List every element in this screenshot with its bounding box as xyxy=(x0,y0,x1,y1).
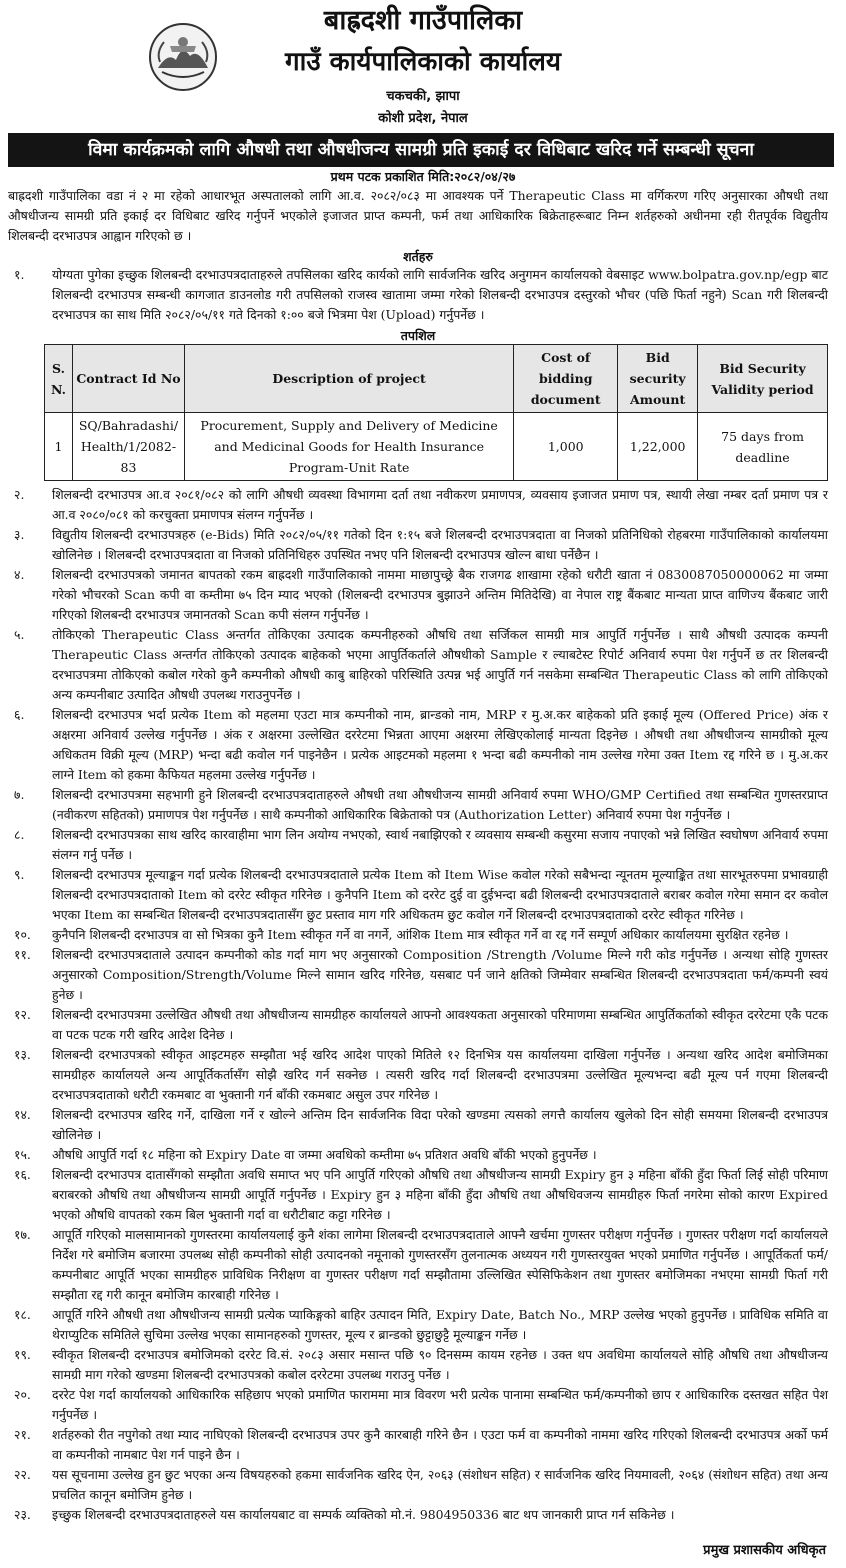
condition-number: २२. xyxy=(14,1467,31,1482)
condition-item xyxy=(8,1465,828,1505)
condition-number: ४. xyxy=(14,567,25,582)
condition-number: २. xyxy=(14,487,25,502)
header-validity: Bid Security Validity period xyxy=(698,345,828,413)
province-name: कोशी प्रदेश, नेपाल xyxy=(378,111,468,126)
condition-number: ९. xyxy=(14,867,25,882)
condition-number: २०. xyxy=(14,1387,31,1402)
condition-number: ३. xyxy=(14,527,25,542)
header-description: Description of project xyxy=(184,345,513,413)
cell-sn: 1 xyxy=(45,413,73,481)
condition-number: १. xyxy=(14,267,25,282)
condition-text: शिलबन्दी दरभाउपत्रको जमानत बापतको रकम बाह्रदशी गाउँपालिकाको नाममा माछापुच्छ्रे बैक राजगढ शाखामा रहेको धरौटी खाता नं 0830087050000062 मा जम्मा गरेको भौचरको Scan कपी वा कम्तीमा ७५ दिन म्याद भएको (शिलबन्दी दरभाउपत्र बुझाउने अन्तिम मितिदेखि) वा नेपाल राष्ट्र बैंकबाट मान्यता प्राप्त वाणिज्य बैंकबाट जारी गरिएको शिलबन्दी दरभाउपत्र जमानतको Scan कपी संलग्न गर्नुपर्नेछ । xyxy=(52,567,828,622)
condition-number: ५. xyxy=(14,627,25,642)
condition-text: शिलबन्दी दरभाउपत्रदाताले उत्पादन कम्पनीको कोड गर्दा माग भए अनुसारको Composition /Strength /Volume मिल्ने गरी कोड गर्नुपर्नेछ । अन्यथा सोहि गुणस्तर अनुसारको Composition/Strength/Volume मिल्ने सामान खरिद गरिनेछ, यसबाट पर्न जाने क्षतिको जिम्मेवार सम्बन्धित शिलबन्दी दरभाउपत्रदाता फर्म/कम्पनी स्वयं हुनेछ । xyxy=(52,947,828,1002)
condition-text: शिलबन्दी दरभाउपत्र भर्दा प्रत्येक Item को महलमा एउटा मात्र कम्पनीको नाम, ब्रान्डको नाम, MRP र मु.अ.कर बाहेकको प्रति इकाई मूल्य (Offered Price) अंक र अक्षरमा अनिवार्य उल्लेख गर्नुपर्नेछ । अंक र अक्षरमा उल्लेखित दररेटमा भिन्नता आएमा अक्षरमा लेखिएकोलाई मान्यता दिइनेछ । औषधी तथा औषधीजन्य सामग्रीको मूल्य अधिकतम विक्री मूल्य (MRP) भन्दा बढी कवोल गर्न पाइनेछैन । प्रत्येक आइटमको महलमा १ भन्दा बढी कम्पनीको नाम उल्लेख गरेमा उक्त Item रद्द गरिने छ । मु.अ.कर लाग्ने Item को हकमा कैफियत महलमा उल्लेख गर्नुपर्नेछ । xyxy=(52,707,828,782)
condition-item xyxy=(8,1045,828,1105)
condition-item xyxy=(8,925,828,945)
letterhead xyxy=(0,0,846,132)
header-contract-id: Contract Id No xyxy=(72,345,184,413)
condition-text: शिलबन्दी दरभाउपत्र दातासँगको सम्झौता अवधि समाप्त भए पनि आपुर्ति गरिएको औषधि तथा औषधीजन्य सामग्री Expiry हुन ३ महिना बाँकी हुँदा फिर्ता लिई सोही परिमाण बराबरको औषधि तथा औषधीजन्य सामग्री आपूर्ति गर्नुपर्नेछ । Expiry हुन ३ महिना बाँकी हुँदा औषधि तथा औषधिवजन्य सामग्रीहरु फिर्ता नगरेमा सोको कारण Expired भएको औषधि वापतको रकम बिल भुक्तानी गर्दा वा धरौटीबाट कट्टा गरिनेछ । xyxy=(52,1167,828,1222)
condition-text: विद्युतीय शिलबन्दी दरभाउपत्रहरु (e-Bids) मिति २०८२/०५/११ गतेको दिन १:१५ बजे शिलबन्दी दरभाउपत्रदाता वा निजको प्रतिनिधिको रोहबरमा गाउँपालिकाको कार्यालयमा खोलिनेछ । शिलबन्दी दरभाउपत्रदाता वा निजको प्रतिनिधिहरु उपस्थित नभए पनि शिलबन्दी दरभाउपत्र खोल्न बाधा पर्नेछैन । xyxy=(52,527,828,562)
condition-text: तोकिएको Therapeutic Class अन्तर्गत तोकिएका उत्पादक कम्पनीहरुको औषधि तथा सर्जिकल सामग्री मात्र आपुर्ति गर्नुपर्नेछ । साथै औषधी उत्पादक कम्पनी Therapeutic Class अन्तर्गत तोकिएको उत्पादक बाहेकको भएमा आपुर्तिकर्ताले औषधीको Sample र ल्याबटेस्ट रिपोर्ट अनिवार्य रुपमा पेश गर्नुपर्ने छ तर शिलबन्दी दरभाउपत्रमा तोकिएको कबोल गरेको कुनै कम्पनीको औषधी काबु बाहिरको परिस्थिति उत्पन्न भई आपुर्ति गर्न नसकेमा सम्बन्धित Therapeutic Class को लागि तोकिएको अन्य कम्पनीबाट उत्पादित औषधी उपलब्ध गराउनुपर्नेछ । xyxy=(52,627,828,702)
condition-item xyxy=(8,625,828,705)
condition-item xyxy=(8,1105,828,1145)
cell-description: Procurement, Supply and Delivery of Medicine and Medicinal Goods for Health Insurance Program-Unit Rate xyxy=(184,413,513,481)
condition-item xyxy=(8,485,828,525)
header-bid-security: Bid security Amount xyxy=(618,345,698,413)
header-cost: Cost of bidding document xyxy=(514,345,618,413)
condition-text: यस सूचनामा उल्लेख हुन छुट भएका अन्य विषयहरुको हकमा सार्वजनिक खरिद ऐन, २०६३ (संशोधन सहित) र सार्वजनिक खरिद नियमावली, २०६४ (संशोधन सहित) तथा अन्य प्रचलित कानून बमोजिम हुनेछ । xyxy=(52,1467,828,1502)
condition-number: ८. xyxy=(14,827,25,842)
condition-text: शिलबन्दी दरभाउपत्रका साथ खरिद कारवाहीमा भाग लिन अयोग्य नभएको, स्वार्थ नबाझिएको र व्यवसाय सम्बन्धी कसुरमा सजाय नपाएको भन्ने लिखित स्वघोषण अनिवार्य रुपमा संलग्न गर्नु पर्नेछ । xyxy=(52,827,828,862)
condition-text: कुनैपनि शिलबन्दी दरभाउपत्र वा सो भित्रका कुनै Item स्वीकृत गर्ने वा नगर्ने, आंशिक Item मात्र स्वीकृत गर्ने वा रद्द गर्ने सम्पूर्ण अधिकार कार्यालयमा सुरक्षित रहनेछ । xyxy=(52,927,789,942)
condition-number: १५. xyxy=(14,1147,31,1162)
condition-text: आपूर्ति गरिने औषधी तथा औषधीजन्य सामग्री प्रत्येक प्याकिङ्गको बाहिर उत्पादन मिति, Expiry Date, Batch No., MRP उल्लेख भएको हुनुपर्नेछ । प्राविधिक समिति वा थेराप्युटिक समितिले सुचिमा उल्लेख भएका सामानहरुको गुणस्तर, मूल्य र ब्रान्डको छुट्टाछुट्टै मूल्याङ्कन गर्नेछ । xyxy=(52,1307,828,1342)
condition-item xyxy=(8,705,828,785)
condition-item xyxy=(8,1145,828,1165)
condition-item xyxy=(8,825,828,865)
condition-item xyxy=(8,525,828,565)
condition-text: इच्छुक शिलबन्दी दरभाउपत्रदाताहरुले यस कार्यालयबाट वा सम्पर्क व्यक्तिको मो.नं. 9804950336 बाट थप जानकारी प्राप्त गर्न सकिनेछ । xyxy=(52,1507,675,1522)
schedule-heading: तपशिल xyxy=(400,328,436,343)
condition-text: शिलबन्दी दरभाउपत्रमा उल्लेखित औषधी तथा औषधीजन्य सामग्रीहरु कार्यालयले आफ्नो आवश्यकता अनुसारको परिमाणमा सम्बन्धित आपुर्तिकर्ताको स्वीकृत दररेटमा एकै पटक वा पटक पटक गरी खरिद आदेश दिनेछ । xyxy=(52,1007,828,1042)
condition-item xyxy=(8,1225,828,1305)
condition-text: औषधि आपुर्ति गर्दा १८ महिना को Expiry Date वा जम्मा अवधिको कम्तीमा ७५ प्रतिशत अवधि बाँकी भएको हुनुपर्नेछ । xyxy=(52,1147,597,1162)
condition-text: शिलबन्दी दरभाउपत्र मूल्याङ्कन गर्दा प्रत्येक शिलबन्दी दरभाउपत्रदाताले प्रत्येक Item को Item Wise कवोल गरेको सबैभन्दा न्यूनतम मूल्याङ्कित तथा सारभूतरुपमा प्रभावग्राही शिलबन्दी दरभाउपत्रदाताको Item को दररेट स्वीकृत गरिनेछ । कुनैपनि Item को दररेट दुई वा दुईभन्दा बढी शिलबन्दी दरभाउपत्रदाताले बराबर कवोल गरेमा समान दर कवोल भएका Item का सम्बन्धित शिलबन्दी दरभाउपत्रदातासँग छुट प्रस्ताव माग गरि अधिकतम छुट कवोल गर्ने शिलबन्दी दरभाउपत्रदाताको दररेट स्वीकृत गरिनेछ । xyxy=(52,867,828,922)
cell-validity: 75 days from deadline xyxy=(698,413,828,481)
condition-item xyxy=(8,1165,828,1225)
condition-item xyxy=(8,1305,828,1345)
condition-number: २३. xyxy=(14,1507,31,1522)
tender-table xyxy=(44,344,828,481)
office-name: गाउँ कार्यपालिकाको कार्यालय xyxy=(285,47,561,77)
header-sn: S. N. xyxy=(45,345,73,413)
publish-date: प्रथम पटक प्रकाशित मिति:२०८२/०४/२७ xyxy=(330,169,516,184)
condition-number: १९. xyxy=(14,1347,31,1362)
condition-number: १६. xyxy=(14,1167,31,1182)
condition-number: १२. xyxy=(14,1007,31,1022)
condition-number: १०. xyxy=(14,927,31,942)
condition-text: योग्यता पुगेका इच्छुक शिलबन्दी दरभाउपत्रदाताहरुले तपसिलका खरिद कार्यको लागि सार्वजनिक खरिद अनुगमन कार्यालयको वेबसाइट www.bolpatra.gov.np/egp बाट शिलबन्दी दरभाउपत्र सम्बन्धी कागजात डाउनलोड गरी तपसिलको राजस्व खातामा जम्मा गरेको शिलबन्दी दरभाउपत्र दस्तुरको भौचर (पछि फिर्ता नहुने) Scan गरी शिलबन्दी दरभाउपत्र का साथ मिति २०८२/०५/११ गते दिनको १:०० बजे भित्रमा पेश (Upload) गर्नुपर्नेछ । xyxy=(52,267,828,322)
condition-text: स्वीकृत शिलबन्दी दरभाउपत्र बमोजिमको दररेट वि.सं. २०८३ असार मसान्त पछि ९० दिनसम्म कायम रहनेछ । उक्त थप अवधिमा कार्यालयले सोहि औषधि तथा औषधीजन्य सामग्री माग गरेको खण्डमा शिलबन्दी दरभाउपत्रको कबोल दररेटमा उपलब्ध गराउनु पर्नेछ । xyxy=(52,1347,828,1382)
notice-title: विमा कार्यक्रमको लागि औषधी तथा औषधीजन्य सामग्री प्रति इकाई दर विधिबाट खरिद गर्ने सम्बन्धी सूचना xyxy=(8,133,834,167)
condition-item xyxy=(8,1385,828,1425)
condition-item xyxy=(8,945,828,1005)
condition-item xyxy=(8,265,828,325)
notice-body xyxy=(8,186,828,1525)
condition-text: दररेट पेश गर्दा कार्यालयको आधिकारिक सहिछाप भएको प्रमाणित फाराममा मात्र विवरण भरी प्रत्येक पानामा सम्बन्धित फर्म/कम्पनीको छाप र आधिकारिक दस्तखत सहित पेश गर्नुपर्नेछ । xyxy=(52,1387,828,1422)
signatory-title: प्रमुख प्रशासकीय अधिकृत xyxy=(703,1543,826,1558)
condition-number: ६. xyxy=(14,707,25,722)
condition-text: शिलबन्दी दरभाउपत्र आ.व २०८१/०८२ को लागि औषधी व्यवस्था विभागमा दर्ता तथा नवीकरण प्रमाणपत्र, व्यवसाय इजाजत प्रमाण पत्र, स्थायी लेखा नम्बर दर्ता प्रमाण पत्र र आ.व २०८०/०८१ को करचुक्ता प्रमाणपत्र संलग्न गर्नुपर्नेछ । xyxy=(52,487,828,522)
condition-number: १३. xyxy=(14,1047,31,1062)
condition-text: शिलबन्दी दरभाउपत्रको स्वीकृत आइटमहरु सम्झौता भई खरिद आदेश पाएको मितिले १२ दिनभित्र यस कार्यालयमा दाखिला गर्नुपर्नेछ । अन्यथा खरिद आदेश बमोजिमका सामग्रीहरु कार्यालयले अन्य आपूर्तिकर्तासँग सोझै खरिद गर्न सक्नेछ । त्यसरी खरिद गर्दा शिलबन्दी दरभाउपत्रमा उल्लेखित मूल्यभन्दा बढी मूल्य पर्न गएमा शिलबन्दी दरभाउपत्रदाताको धरौटी रकमबाट वा भुक्तानी गर्न बाँकी रकमबाट असुल उपर गरिनेछ । xyxy=(52,1047,828,1102)
conditions-heading: शर्तहरु xyxy=(403,249,433,264)
condition-number: २१. xyxy=(14,1427,31,1442)
condition-number: १७. xyxy=(14,1227,31,1242)
municipality-name: बाह्रदशी गाउँपालिका xyxy=(323,5,523,36)
condition-text: शिलबन्दी दरभाउपत्रमा सहभागी हुने शिलबन्दी दरभाउपत्रदाताहरुले औषधी तथा औषधीजन्य सामग्री अनिवार्य रुपमा WHO/GMP Certified तथा सम्बन्धित गुणस्तरप्राप्त (नवीकरण सहितको) प्रमाणपत्र पेश गर्नुपर्नेछ । साथै कम्पनीको आधिकारिक बिक्रेताको पत्र (Authorization Letter) अनिवार्य रुपमा पेश गर्नुपर्नेछ । xyxy=(52,787,828,822)
condition-text: शिलबन्दी दरभाउपत्र खरिद गर्ने, दाखिला गर्ने र खोल्ने अन्तिम दिन सार्वजनिक विदा परेको खण्डमा त्यसको लगत्तै कार्यालय खुलेको दिन सोही समयमा शिलबन्दी दरभाउपत्र खोलिनेछ । xyxy=(52,1107,828,1142)
condition-item xyxy=(8,1005,828,1045)
cell-cost: 1,000 xyxy=(514,413,618,481)
table-row xyxy=(45,413,828,481)
condition-number: ११. xyxy=(14,947,31,962)
condition-number: ७. xyxy=(14,787,25,802)
condition-item xyxy=(8,1505,828,1525)
cell-contract-id: SQ/Bahradashi/ Health/1/2082-83 xyxy=(72,413,184,481)
office-location: चकचकी, झापा xyxy=(386,89,460,104)
condition-text: शर्तहरुको रीत नपुगेको तथा म्याद नाघिएको शिलबन्दी दरभाउपत्र उपर कुनै कारबाही गरिने छैन । एउटा फर्म वा कम्पनीको नाममा खरिद गरिएको शिलबन्दी दरभाउपत्र अर्को फर्म वा कम्पनीको नामबाट पेश गर्न पाइने छैन । xyxy=(52,1427,828,1462)
condition-number: १४. xyxy=(14,1107,31,1122)
table-header-row xyxy=(45,345,828,413)
condition-number: १८. xyxy=(14,1307,31,1322)
condition-item xyxy=(8,565,828,625)
condition-item xyxy=(8,1345,828,1385)
condition-item xyxy=(8,785,828,825)
condition-item xyxy=(8,865,828,925)
intro-paragraph: बाह्रदशी गाउँपालिका वडा नं २ मा रहेको आधारभूत अस्पतालको लागि आ.व. २०८२/०८३ मा आवश्यक पर्ने Therapeutic Class मा वर्गिकरण गरिए अनुसारका औषधी तथा औषधीजन्य सामग्री प्रति इकाई दर विधिबाट खरिद गर्नुपर्ने भएकोले इजाजत प्राप्त कम्पनी, फर्म तथा आधिकारिक बिक्रेताहरूबाट निम्न शर्तहरुको अधीनमा रही रीतपूर्वक विद्युतीय शिलबन्दी दरभाउपत्र आह्वान गरिएको छ । xyxy=(8,188,828,243)
condition-text: आपूर्ति गरिएको मालसामानको गुणस्तरमा कार्यालयलाई कुनै शंका लागेमा शिलबन्दी दरभाउपत्रदाताले आफ्नै खर्चमा गुणस्तर परीक्षण गर्नुपर्नेछ । गुणस्तर परीक्षण गर्दा कार्यालयले निर्देश गरे बमोजिम बजारमा उपलब्ध सोही कम्पनीको सोही उत्पादनको नमूनाको गुणस्तरसँग तुलनात्मक अध्ययन गरी गुणस्तरयुक्त भएको प्रमाणित गर्नुपर्नेछ । आपूर्तिकर्ता फर्म/कम्पनीबाट आपूर्ति भएका सामग्रीहरु प्राविधिक निरीक्षण वा गुणस्तर परीक्षण गर्दा सम्झौतामा उल्लिखित स्पेसिफिकेशन तथा गुणस्तर बमोजिमका नभएमा सामग्री फिर्ता गरी सम्झौता रद्द गरी कानून बमोजिम कारबाही गरिनेछ । xyxy=(52,1227,828,1302)
cell-bid-security: 1,22,000 xyxy=(618,413,698,481)
condition-item xyxy=(8,1425,828,1465)
